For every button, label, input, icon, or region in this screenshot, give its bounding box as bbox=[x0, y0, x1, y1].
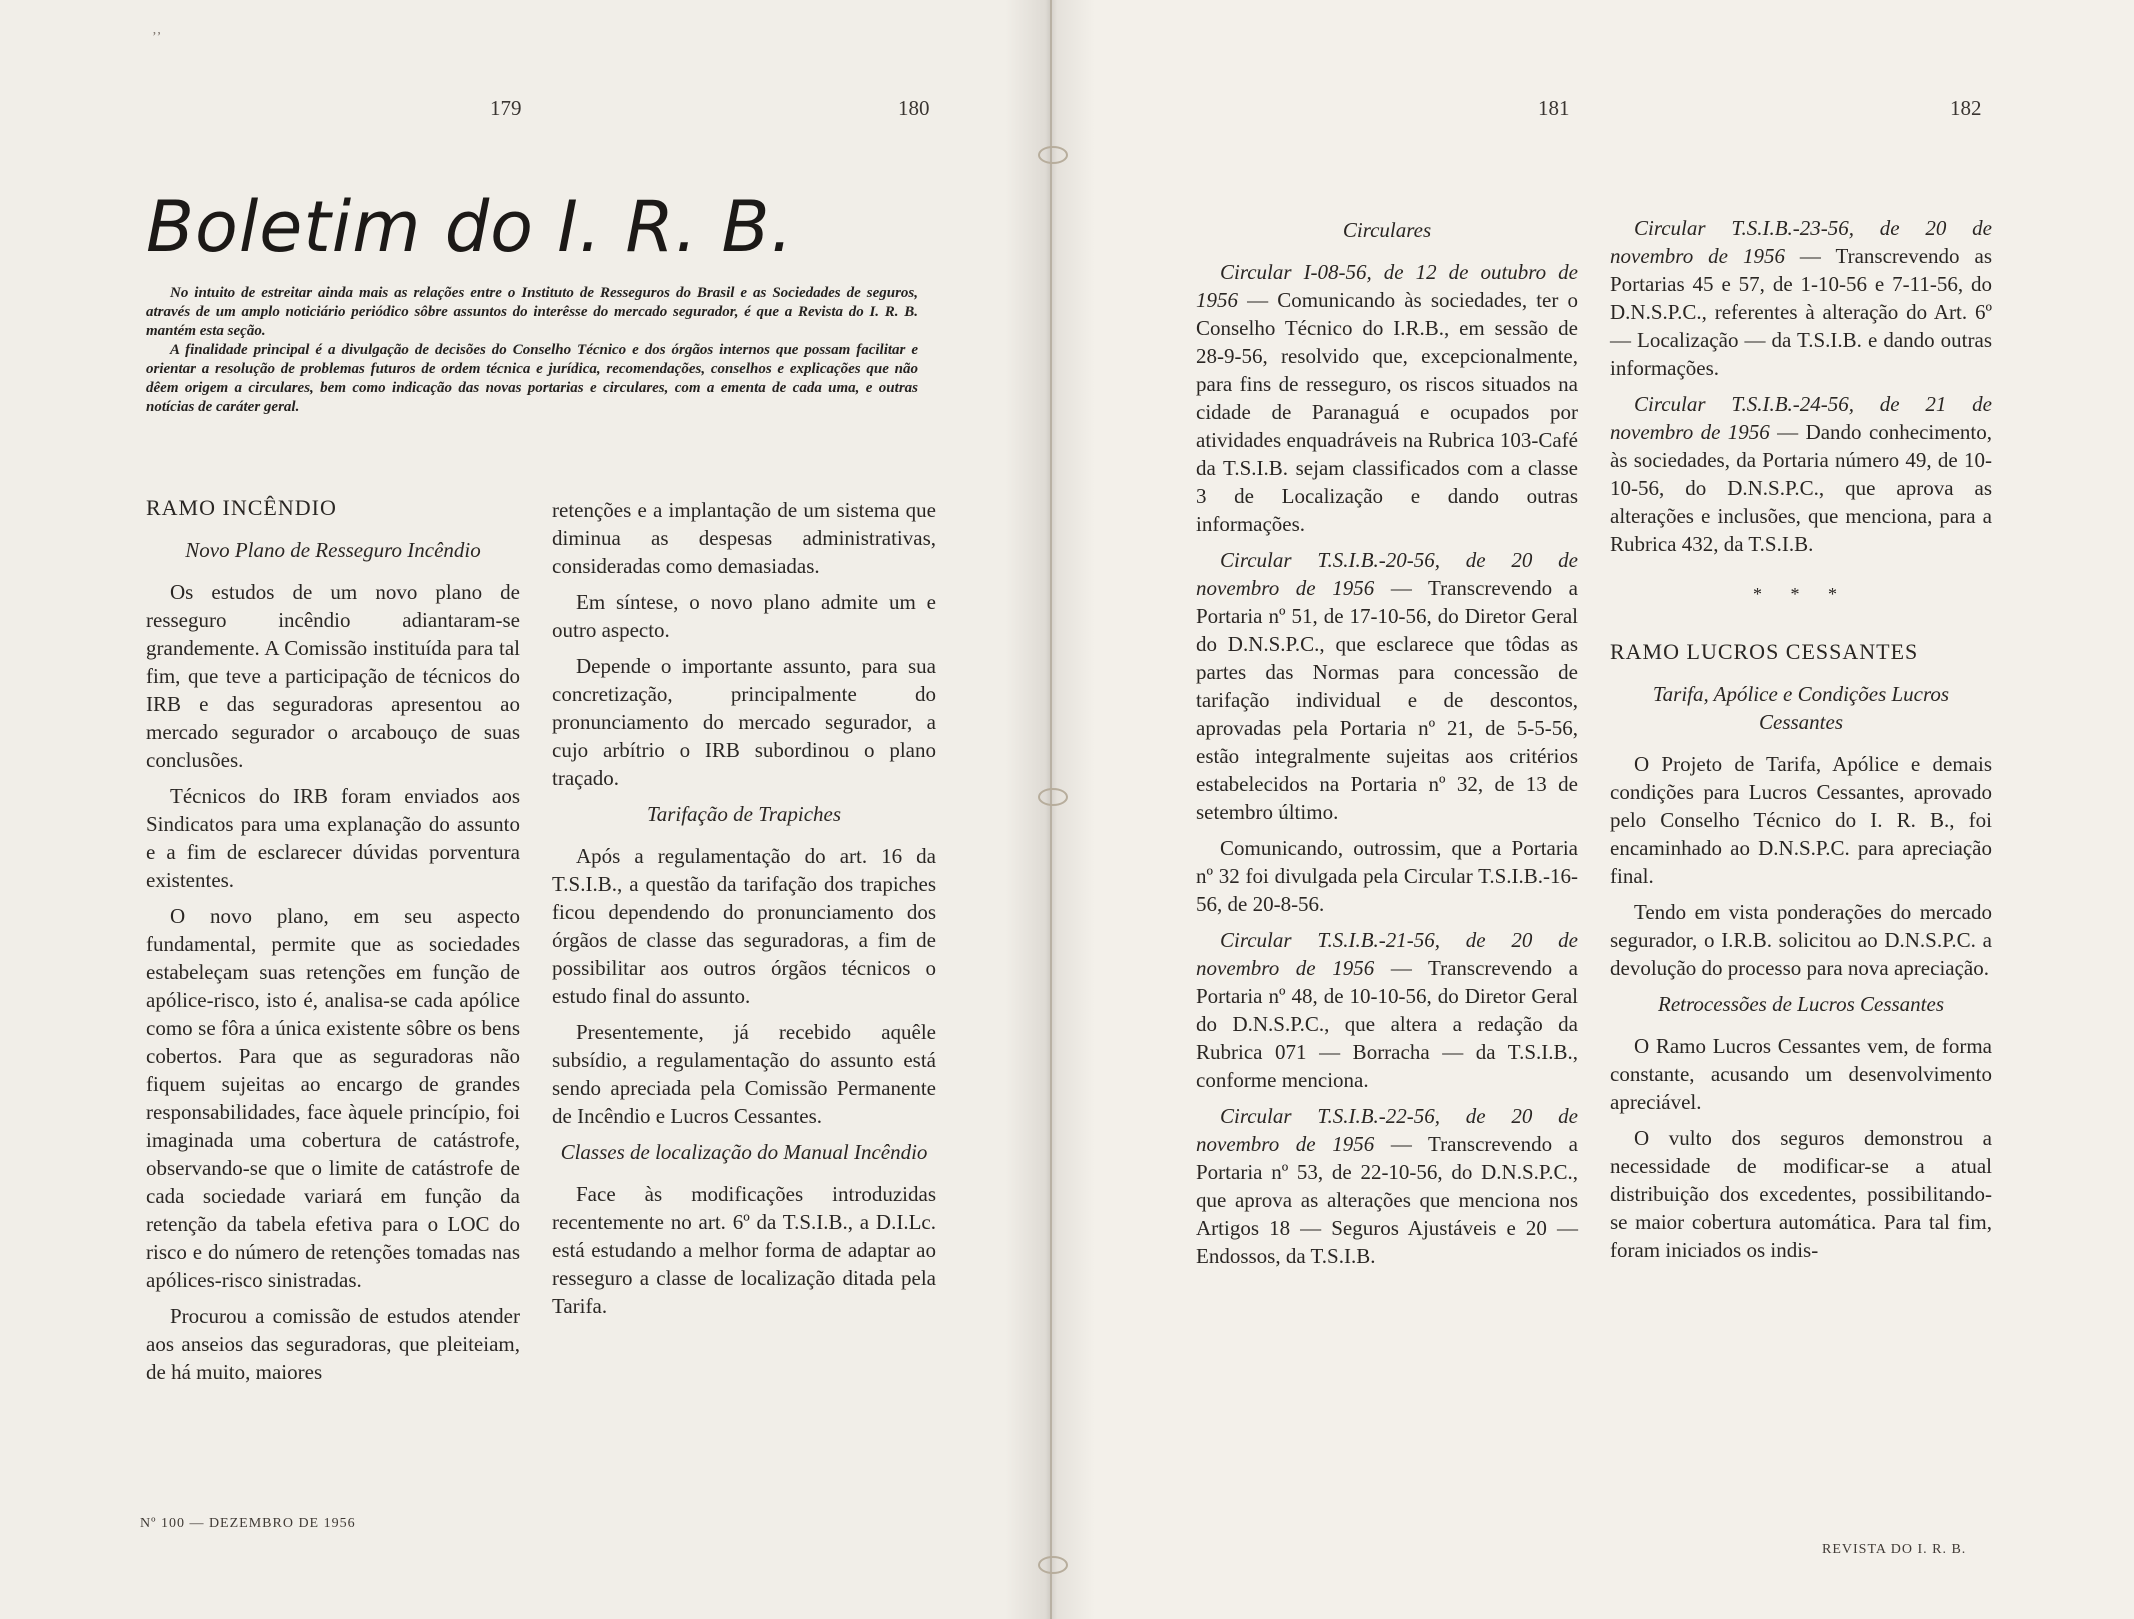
bulletin-title: Boletim do I. R. B. bbox=[146, 186, 794, 268]
circular-body: — Transcrevendo as Portarias 45 e 57, de 1-10-56 e 7-11-56, do D.N.S.P.C., referentes à alteração do Art. 6º — Localização — da T.S.I.B. e dando outras informações. bbox=[1610, 244, 1992, 380]
page-number-179: 179 bbox=[490, 96, 522, 120]
subsection-heading: Novo Plano de Resseguro Incêndio bbox=[185, 538, 481, 562]
subsection-heading: Tarifa, Apólice e Condições Lucros Cessantes bbox=[1652, 682, 1950, 734]
circular-entry bbox=[1196, 546, 1578, 826]
circular-entry bbox=[1196, 1102, 1578, 1270]
column-2 bbox=[552, 496, 936, 1328]
paragraph: Presentemente, já recebido aquêle subsídio, a regulamentação do assunto está sendo apreciada pela Comissão Permanente de Incêndio e Lucros Cessantes. bbox=[552, 1020, 936, 1128]
column-1 bbox=[146, 488, 520, 1394]
paragraph: O novo plano, em seu aspecto fundamental, permite que as sociedades estabeleçam suas retenções em função de apólice-risco, isto é, analisa-se cada apólice como se fôra a única existente sôbre os bens cobertos. Para que as seguradoras não fiquem sujeitas ao encargo de grandes responsabilidades, face àquele princípio, foi imaginada uma cobertura de catástrofe, observando-se que o limite de catástrofe de cada sociedade variará em função da retenção da tabela efetiva para o LOC do risco e do número de retenções tomadas nas apólices-risco sinistradas. bbox=[146, 904, 520, 1292]
paragraph: O Projeto de Tarifa, Apólice e demais condições para Lucros Cessantes, aprovado pelo Conselho Técnico do I. R. B., foi encaminhado ao D.N.S.P.C. para apreciação final. bbox=[1610, 752, 1992, 888]
page-number-180: 180 bbox=[898, 96, 930, 120]
circular-reference: Circular T.S.I.B.-24-56, de 21 de novembro de 1956 bbox=[1610, 392, 1992, 444]
circular-reference: Circular T.S.I.B.-23-56, de 20 de novembro de 1956 bbox=[1610, 216, 1992, 268]
paragraph: Técnicos do IRB foram enviados aos Sindicatos para uma explanação do assunto e a fim de esclarecer dúvidas porventura existentes. bbox=[146, 784, 520, 892]
intro-paragraph: A finalidade principal é a divulgação de decisões do Conselho Técnico e dos órgãos internos que possam facilitar e orientar a resolução de problemas futuros de ordem técnica e jurídica, recomendações, conselhos e explicações que não dêem origem a circulares, bem como indicação das novas portarias e circulares, com a ementa de cada uma, e outras notícias de caráter geral. bbox=[146, 342, 918, 415]
circular-body: — Transcrevendo a Portaria nº 53, de 22-10-56, do D.N.S.P.C., que aprova as alterações que menciona nos Artigos 18 — Seguros Ajustáveis e 20 — Endossos, da T.S.I.B. bbox=[1196, 1132, 1578, 1268]
footer-issue: Nº 100 — DEZEMBRO DE 1956 bbox=[140, 1516, 356, 1531]
circular-entry bbox=[1610, 390, 1992, 558]
paragraph: Procurou a comissão de estudos atender aos anseios das seguradoras, que pleiteiam, de há muito, maiores bbox=[146, 1304, 520, 1384]
paragraph: retenções e a implantação de um sistema que diminua as despesas administrativas, consideradas como demasiadas. bbox=[552, 498, 936, 578]
footer-journal: REVISTA DO I. R. B. bbox=[1822, 1542, 1967, 1557]
section-separator: * * * bbox=[1753, 584, 1849, 604]
circular-reference: Circular T.S.I.B.-20-56, de 20 de novembro de 1956 bbox=[1196, 548, 1578, 600]
circular-body: — Transcrevendo a Portaria nº 48, de 10-10-56, do Diretor Geral do D.N.S.P.C., que altera a redação da Rubrica 071 — Borracha — da T.S.I.B., conforme menciona. bbox=[1196, 956, 1578, 1092]
circular-reference: Circular T.S.I.B.-21-56, de 20 de novembro de 1956 bbox=[1196, 928, 1578, 980]
section-heading: RAMO LUCROS CESSANTES bbox=[1610, 639, 1919, 664]
circular-entry bbox=[1196, 258, 1578, 538]
circular-reference: Circular T.S.I.B.-22-56, de 20 de novembro de 1956 bbox=[1196, 1104, 1578, 1156]
subsection-heading: Classes de localização do Manual Incêndio bbox=[560, 1140, 928, 1164]
paper-mark: ʼʼ bbox=[152, 30, 162, 45]
column-3 bbox=[1196, 208, 1578, 1278]
paragraph: Depende o importante assunto, para sua concretização, principalmente do pronunciamento do mercado segurador, a cujo arbítrio o IRB subordinou o plano traçado. bbox=[552, 654, 936, 790]
paragraph: Face às modificações introduzidas recentemente no art. 6º da T.S.I.B., a D.I.Lc. está estudando a melhor forma de adaptar ao resseguro a classe de localização ditada pela Tarifa. bbox=[552, 1182, 936, 1318]
binding-stitch bbox=[1038, 788, 1068, 806]
paragraph: Os estudos de um novo plano de resseguro incêndio adiantaram-se grandemente. A Comissão instituída para tal fim, que teve a participação de técnicos do IRB e das seguradoras apresentou ao mercado segurador o arcabouço de suas conclusões. bbox=[146, 580, 520, 772]
circular-reference: Circular I-08-56, de 12 de outubro de 1956 bbox=[1196, 260, 1578, 312]
circular-body: — Dando conhecimento, às sociedades, da Portaria número 49, de 10-10-56, do D.N.S.P.C., que aprova as alterações e inclusões, que menciona, para a Rubrica 432, da T.S.I.B. bbox=[1610, 420, 1992, 556]
paragraph: Após a regulamentação do art. 16 da T.S.I.B., a questão da tarifação dos trapiches ficou dependendo do pronunciamento dos órgãos de classe das seguradoras, a fim de possibilitar aos outros órgãos técnicos o estudo final do assunto. bbox=[552, 844, 936, 1008]
binding-stitch bbox=[1038, 1556, 1068, 1574]
circular-body: — Comunicando às sociedades, ter o Conselho Técnico do I.R.B., em sessão de 28-9-56, resolvido que, excepcionalmente, para fins de resseguro, os riscos situados na cidade de Paranaguá e ocupados por atividades enquadráveis na Rubrica 103-Café da T.S.I.B. sejam classificados com a classe 3 de Localização e dando outras informações. bbox=[1196, 288, 1578, 536]
circular-entry bbox=[1196, 926, 1578, 1094]
paragraph: Tendo em vista ponderações do mercado segurador, o I.R.B. solicitou ao D.N.S.P.C. a devolução do processo para nova apreciação. bbox=[1610, 900, 1992, 980]
circular-entry bbox=[1610, 214, 1992, 382]
intro-paragraph: No intuito de estreitar ainda mais as relações entre o Instituto de Resseguros do Brasil e as Sociedades de seguros, através de um amplo noticiário periódico sôbre assuntos do interêsse do mercado segurador, é que a Revista do I. R. B. mantém esta seção. bbox=[146, 285, 918, 339]
subsection-heading: Retrocessões de Lucros Cessantes bbox=[1658, 992, 1944, 1016]
paragraph: Em síntese, o novo plano admite um e outro aspecto. bbox=[552, 590, 936, 642]
column-4 bbox=[1610, 214, 1992, 1272]
page-number-181: 181 bbox=[1538, 96, 1570, 120]
circular-body: — Transcrevendo a Portaria nº 51, de 17-10-56, do Diretor Geral do D.N.S.P.C., que esclarece que tôdas as partes das Normas para concessão de tarifação individual e de descontos, aprovadas pela Portaria nº 21, de 5-5-56, estão integralmente sujeitas aos critérios estabelecidos na Portaria nº 32, de 13 de setembro último. bbox=[1196, 576, 1578, 824]
spine bbox=[1050, 0, 1052, 1619]
section-heading: RAMO INCÊNDIO bbox=[146, 495, 337, 520]
binding-stitch bbox=[1038, 146, 1068, 164]
section-heading: Circulares bbox=[1342, 218, 1432, 242]
page-number-182: 182 bbox=[1950, 96, 1982, 120]
intro-block bbox=[146, 284, 918, 417]
paragraph: Comunicando, outrossim, que a Portaria nº 32 foi divulgada pela Circular T.S.I.B.-16-56, de 20-8-56. bbox=[1196, 836, 1578, 916]
paragraph: O Ramo Lucros Cessantes vem, de forma constante, acusando um desenvolvimento apreciável. bbox=[1610, 1034, 1992, 1114]
paragraph: O vulto dos seguros demonstrou a necessidade de modificar-se a atual distribuição dos excedentes, possibilitando-se maior cobertura automática. Para tal fim, foram iniciados os indis- bbox=[1610, 1126, 1992, 1262]
subsection-heading: Tarifação de Trapiches bbox=[646, 802, 842, 826]
